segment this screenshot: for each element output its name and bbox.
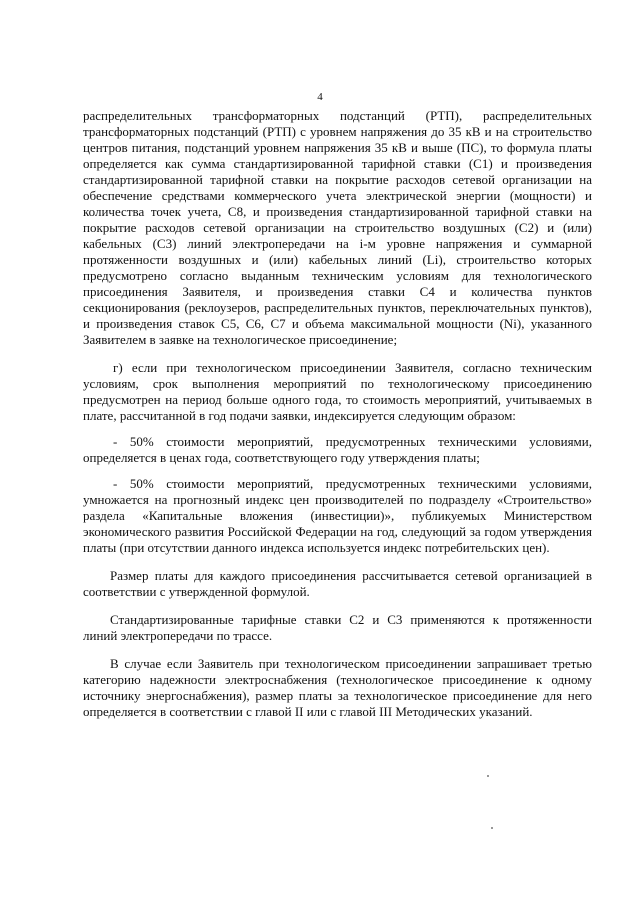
paragraph-standard-rates: Стандартизированные тарифные ставки С2 и С3 применяются к протяженности линий электропередачи по трассе. [83, 612, 592, 643]
paragraph-third-reliability-category: В случае если Заявитель при технологическом присоединении запрашивает третью категорию надежности электроснабжения (технологическое присоединение к одному источнику энергоснабжения), размер платы за технологическое присоединение для него определяется в соответствии с главой II или с главой III Методических указаний. [83, 656, 592, 719]
paragraph-fee-calculation: Размер платы для каждого присоединения рассчитывается сетевой организацией в соответствии с утвержденной формулой. [83, 568, 592, 599]
paragraph-bullet-first-half: - 50% стоимости мероприятий, предусмотренных техническими условиями, определяется в ценах года, соответствующего году утверждения платы; [83, 434, 592, 465]
scan-speck [487, 775, 489, 777]
paragraph-bullet-second-half: - 50% стоимости мероприятий, предусмотренных техническими условиями, умножается на прогнозный индекс цен производителей по подразделу «Строительство» раздела «Капитальные вложения (инвестиции)», публикуемых Министерством экономического развития Российской Федерации на год, следующий за годом утверждения платы (при отсутствии данного индекса используется индекс потребительских цен). [83, 476, 592, 555]
scan-speck [491, 827, 493, 829]
paragraph-item-g: г) если при технологическом присоединении Заявителя, согласно техническим условиям, срок выполнения мероприятий по технологическому присоединению предусмотрен на период больше одного года, то стоимость мероприятий, учитываемых в плате, рассчитанной в год подачи заявки, индексируется следующим образом: [83, 360, 592, 423]
paragraph-formula-continuation: распределительных трансформаторных подстанций (РТП), распределительных трансформаторных подстанций (РТП) с уровнем напряжения до 35 кВ и на строительство центров питания, подстанций уровнем напряжения 35 кВ и выше (ПС), то формула платы определяется как сумма стандартизированной тарифной ставки (С1) и произведения стандартизированной тарифной ставки на покрытие расходов сетевой организации на обеспечение средствами коммерческого учета электрической энергии (мощности) и количества точек учета, С8, и произведения стандартизированной тарифной ставки на покрытие расходов сетевой организации на строительство воздушных (С2) и (или) кабельных (С3) линий электропередачи на i-м уровне напряжения и суммарной протяженности воздушных и (или) кабельных линий (Li), строительство которых предусмотрено согласно выданным техническим условиям для технологического присоединения Заявителя, и произведения ставки С4 и количества пунктов секционирования (реклоузеров, распределительных пунктов, переключательных пунктов), и произведения ставок С5, С6, С7 и объема максимальной мощности (Ni), указанного Заявителем в заявке на технологическое присоединение; [83, 108, 592, 347]
page-number: 4 [317, 91, 323, 103]
document-body [83, 108, 592, 720]
